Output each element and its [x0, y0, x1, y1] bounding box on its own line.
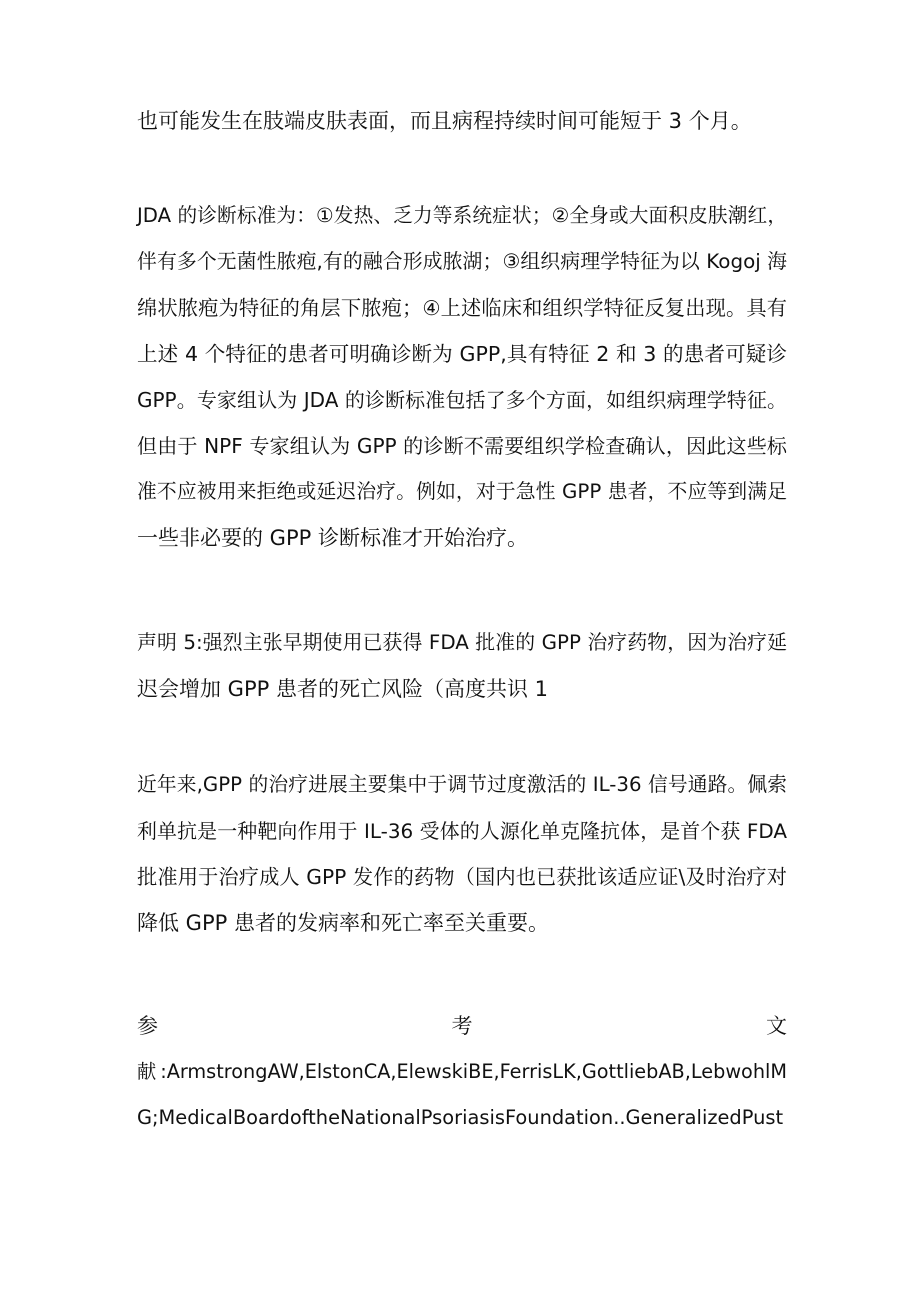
paragraph-2-line: 但由于 NPF 专家组认为 GPP 的诊断不需要组织学检查确认，因此这些标 [137, 434, 787, 458]
paragraph-1 [137, 98, 787, 144]
paragraph-2-line: JDA 的诊断标准为：①发热、乏力等系统症状；②全身或大面积皮肤潮红， [137, 204, 787, 227]
paragraph-2-line: 绵状脓疱为特征的角层下脓疱；④上述临床和组织学特征反复出现。具有 [137, 296, 787, 320]
paragraph-2-line: 一些非必要的 GPP 诊断标准才开始治疗。 [137, 526, 528, 550]
paragraph-4-line: 降低 GPP 患者的发病率和死亡率至关重要。 [137, 911, 549, 935]
paragraph-4-line: 近年来,GPP 的治疗进展主要集中于调节过度激活的 IL-36 信号通路。佩索 [137, 773, 787, 796]
reference-line: G;MedicalBoardoftheNationalPsoriasisFoundation..GeneralizedPust [137, 1106, 784, 1129]
paragraph-2-line: GPP。专家组认为 JDA 的诊断标准包括了多个方面，如组织病理学特征。 [137, 388, 787, 412]
references-heading-char: 考 [451, 1014, 473, 1038]
paragraph-2-line: 伴有多个无菌性脓疱,有的融合形成脓湖；③组织病理学特征为以 Kogoj 海 [137, 250, 787, 273]
references-heading-char: 文 [766, 1014, 787, 1038]
paragraph-4 [137, 762, 787, 946]
paragraph-1-line: 也可能发生在肢端皮肤表面，而且病程持续时间可能短于 3 个月。 [137, 109, 752, 133]
paragraph-2-line: 准不应被用来拒绝或延迟治疗。例如，对于急性 GPP 患者，不应等到满足 [137, 480, 787, 503]
statement-5-paragraph [137, 620, 787, 712]
paragraph-2-line: 上述 4 个特征的患者可明确诊断为 GPP,具有特征 2 和 3 的患者可疑诊 [137, 342, 787, 366]
paragraph-2 [137, 193, 787, 561]
references-heading-char: 参 [137, 1014, 158, 1038]
paragraph-4-line: 利单抗是一种靶向作用于 IL-36 受体的人源化单克隆抗体，是首个获 FDA [137, 819, 787, 843]
references-heading [137, 1003, 787, 1049]
statement-5-line: 声明 5:强烈主张早期使用已获得 FDA 批准的 GPP 治疗药物，因为治疗延 [137, 631, 787, 654]
references-section [137, 1003, 787, 1141]
statement-5-line: 迟会增加 GPP 患者的死亡风险（高度共识 1 [137, 677, 548, 701]
paragraph-4-line: 批准用于治疗成人 GPP 发作的药物（国内也已获批该适应证\及时治疗对 [137, 865, 787, 889]
reference-line: 献:ArmstrongAW,ElstonCA,ElewskiBE,FerrisLK,GottliebAB,LebwohlM [137, 1060, 787, 1083]
